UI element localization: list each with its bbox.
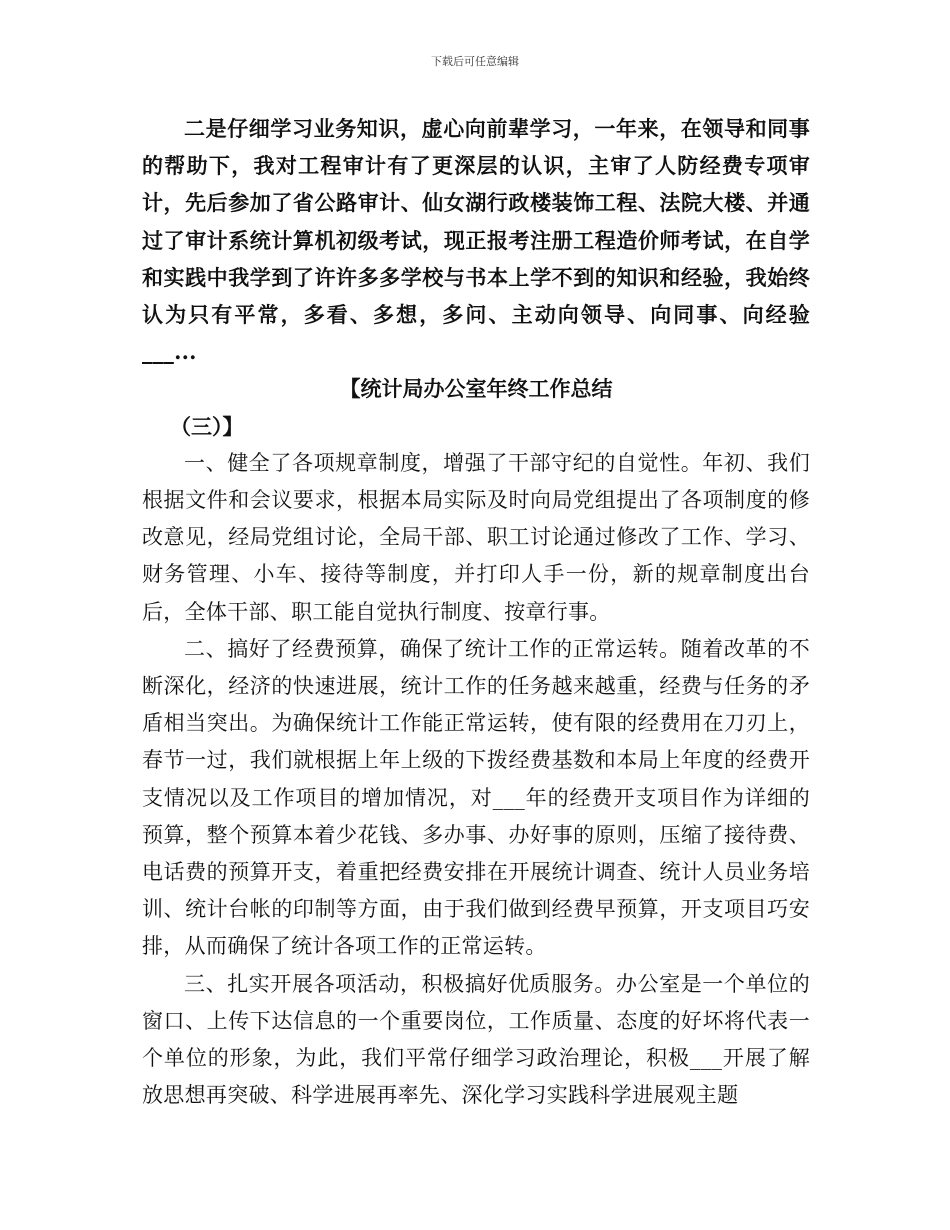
paragraph-service: 三、扎实开展各项活动，积极搞好优质服务。办公室是一个单位的窗口、上传下达信息的一个重要岗位，工作质量、态度的好坏将代表一个单位的形象，为此，我们平常仔细学习政治理论，积极___开展了解放思想再突破、科学进展再率先、深化学习实践科学进展观主题 xyxy=(142,971,810,1108)
section-subtitle: （三）】 xyxy=(170,413,244,439)
page-header: 下载后可任意编辑 xyxy=(431,55,519,68)
intro-paragraph: 二是仔细学习业务知识，虚心向前辈学习，一年来，在领导和同事的帮助下，我对工程审计有了更深层的认识，主审了人防经费专项审计，先后参加了省公路审计、仙女湖行政楼装饰工程、法院大楼、并通过了审计系统计算机初级考试，现正报考注册工程造价师考试，在自学和实践中我学到了许许多多学校与书本上学不到的知识和经验，我始终认为只有平常，多看、多想，多问、主动向领导、向同事、向经验___... xyxy=(142,116,810,365)
document-body xyxy=(142,110,810,1114)
paragraph-budget: 二、搞好了经费预算，确保了统计工作的正常运转。随着改革的不断深化，经济的快速进展，统计工作的任务越来越重，经费与任务的矛盾相当突出。为确保统计工作能正常运转，使有限的经费用在刀刃上，春节一过，我们就根据上年上级的下拨经费基数和本局上年度的经费开支情况以及工作项目的增加情况，对___年的经费开支项目作为详细的预算，整个预算本着少花钱、多办事、办好事的原则，压缩了接待费、电话费的预算开支，着重把经费安排在开展统计调查、统计人员业务培训、统计台帐的印制等方面，由于我们做到经费早预算，开支项目巧安排，从而确保了统计各项工作的正常运转。 xyxy=(142,636,810,959)
section-title: 【统计局办公室年终工作总结 xyxy=(339,376,613,402)
paragraph-rules: 一、健全了各项规章制度，增强了干部守纪的自觉性。年初、我们根据文件和会议要求，根据本局实际及时向局党组提出了各项制度的修改意见，经局党组讨论，全局干部、职工讨论通过修改了工作、学习、财务管理、小车、接待等制度，并打印人手一份，新的规章制度出台后，全体干部、职工能自觉执行制度、按章行事。 xyxy=(142,450,810,624)
